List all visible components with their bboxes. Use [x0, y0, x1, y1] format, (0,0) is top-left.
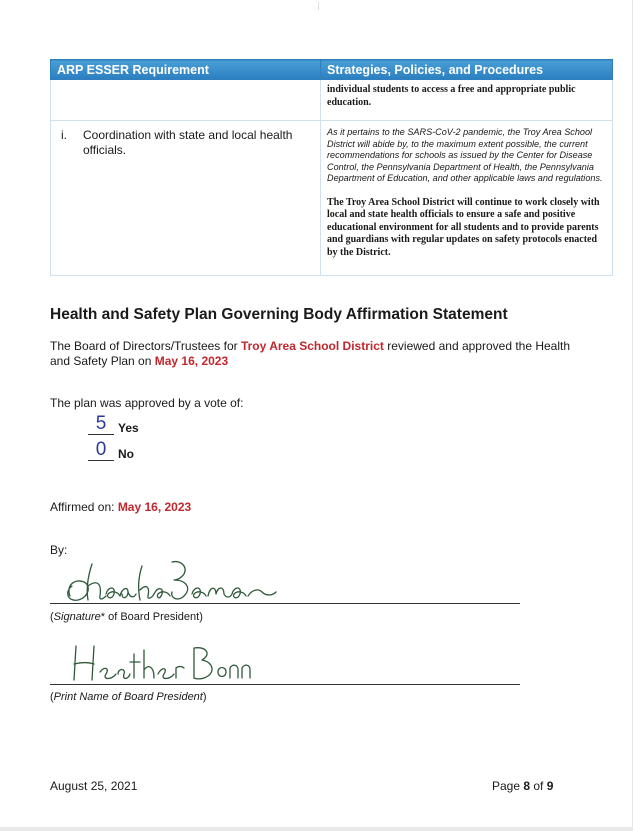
yes-label: Yes	[118, 421, 139, 435]
vote-intro: The plan was approved by a vote of:	[50, 396, 244, 410]
section-title: Health and Safety Plan Governing Body Affirmation Statement	[50, 306, 508, 323]
requirement-number: i.	[61, 128, 67, 142]
affirmation-paragraph	[50, 339, 580, 369]
print-name-line	[50, 684, 520, 685]
caption-italic: Signature	[53, 611, 101, 623]
caption-open: (	[50, 611, 54, 623]
page-label: Page	[492, 779, 524, 793]
by-label: By:	[50, 543, 68, 557]
affirmation-text-2: reviewed and approved the Health and Safety Plan on	[50, 339, 571, 368]
page-bottom-shadow	[0, 827, 633, 831]
requirement-cell	[51, 121, 321, 276]
district-name: Troy Area School District	[240, 339, 384, 353]
affirmed-label: Affirmed on:	[50, 500, 118, 514]
print-name-handwriting	[66, 640, 256, 684]
caption-open: (	[50, 691, 54, 703]
strategy-cell	[321, 121, 613, 276]
strategy-bold-paragraph: The Troy Area School District will continue to work closely with local and state health officials to ensure a safe and positive educational environment for all students and to provide parents and guardians with regular updates on safety protocols enacted by the District.	[327, 196, 600, 258]
top-mark	[318, 2, 319, 10]
caption-italic: Print Name of Board President	[53, 691, 203, 703]
continued-cell	[321, 80, 613, 121]
page-of: of	[530, 779, 547, 793]
yes-count: 5	[88, 414, 114, 435]
page-current: 8	[523, 779, 531, 793]
header-strategies: Strategies, Policies, and Procedures	[321, 60, 613, 80]
continued-text: individual students to access a free and appropriate public education.	[327, 84, 576, 108]
table-header-row	[51, 60, 613, 80]
table-row	[51, 121, 613, 276]
approval-date: May 16, 2023	[154, 354, 229, 368]
page-total: 9	[546, 779, 554, 793]
caption-rest: * of Board President)	[100, 611, 203, 623]
page-number	[492, 779, 553, 793]
no-count: 0	[88, 440, 114, 461]
signature-caption	[50, 611, 203, 623]
vote-yes	[88, 414, 139, 435]
footer-date: August 25, 2021	[50, 779, 138, 793]
strategy-italic-paragraph: As it pertains to the SARS-CoV-2 pandemic, the Troy Area School District will abide by, to the maximum extent possible, the current recommendations for schools as issued by the Center for Disease Control, the Pennsylvania Department of Health, the Pennsylvania Department of Education, and other applicable laws and regulations.	[327, 127, 603, 184]
requirements-table	[50, 59, 613, 276]
no-label: No	[118, 447, 134, 461]
empty-cell	[51, 80, 321, 121]
affirmation-text-1: The Board of Directors/Trustees for	[50, 339, 241, 353]
affirmed-date: May 16, 2023	[117, 500, 192, 514]
caption-close: )	[202, 691, 207, 703]
signature-line	[50, 603, 520, 604]
vote-no	[88, 440, 134, 461]
header-requirement: ARP ESSER Requirement	[51, 60, 321, 80]
signature-handwriting	[62, 556, 302, 606]
print-name-caption	[50, 691, 207, 703]
affirmed-on	[50, 500, 191, 514]
requirement-text: Coordination with state and local health officials.	[83, 128, 293, 157]
table-row-continued	[51, 80, 613, 121]
